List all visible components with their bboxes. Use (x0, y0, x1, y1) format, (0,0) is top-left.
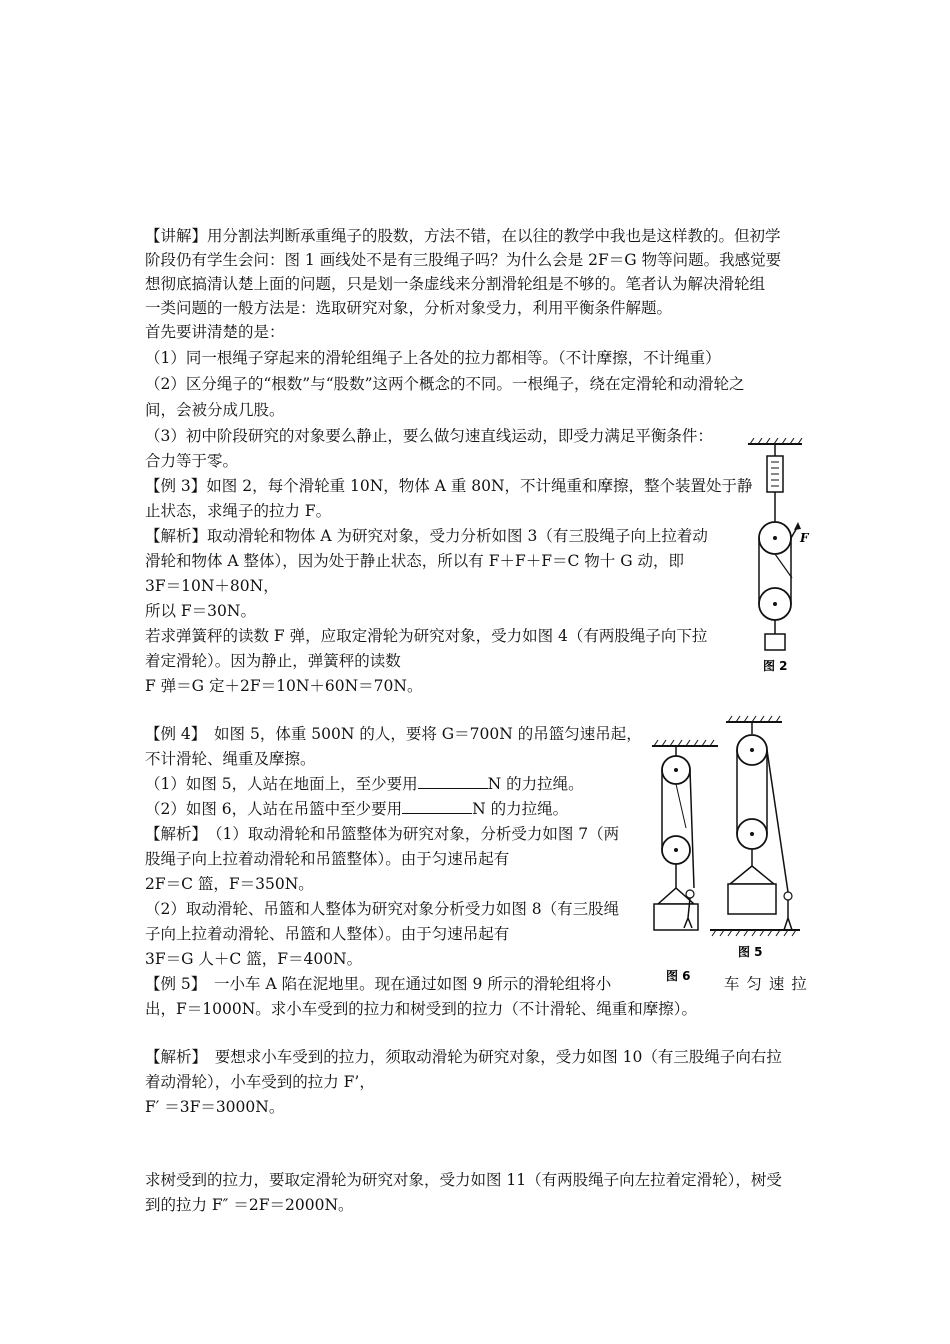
paragraph-line: 【例 3】如图 2，每个滑轮重 10N，物体 A 重 80N，不计绳重和摩擦，整个装置处于静 (145, 477, 753, 495)
paragraph-line: 子向上拉着动滑轮、吊篮和人整体）。由于匀速吊起有 (145, 925, 510, 943)
paragraph-line: 合力等于零。 (145, 452, 239, 470)
paragraph-line: 着定滑轮）。因为静止，弹簧秤的读数 (145, 652, 401, 670)
question-line-1 (145, 772, 584, 796)
paragraph-line: （2）取动滑轮、吊篮和人整体为研究对象分析受力如图 8（有三股绳 (145, 900, 620, 918)
figure-5 (708, 714, 802, 964)
paragraph-line: （2）区分绳子的“根数”与“股数”这两个概念的不同。一根绳子，绕在定滑轮和动滑轮之 (145, 375, 745, 393)
paragraph-line: 到的拉力 F″ ＝2F＝2000N。 (145, 1196, 354, 1214)
paragraph-line: 想彻底搞清认楚上面的问题，只是划一条虚线来分割滑轮组是不够的。笔者认为解决滑轮组 (145, 275, 766, 293)
paragraph-line: 【例 4】 如图 5，体重 500N 的人，要将 G＝700N 的吊篮匀速吊起， (145, 725, 642, 743)
paragraph-line: 【解析】 （1）取动滑轮和吊篮整体为研究对象，分析受力如图 7（两 (145, 825, 620, 843)
object-a (765, 634, 785, 650)
paragraph-line: 【例 5】 一小车 A 陷在泥地里。现在通过如图 9 所示的滑轮组将小 (145, 975, 612, 993)
figure-5-drawing (708, 714, 802, 964)
question-line-2 (145, 797, 568, 821)
paragraph-line: 不计滑轮、绳重及摩擦。 (145, 750, 316, 768)
paragraph-line: 3F＝10N＋80N， (145, 577, 279, 595)
answer-blank (418, 774, 488, 789)
paragraph-line: 滑轮和物体 A 整体），因为处于静止状态，所以有 F＋F＋F＝C 物十 G 动，即 (145, 552, 685, 570)
figure-caption: 图 2 (763, 659, 788, 673)
paragraph-line: （1）同一根绳子穿起来的滑轮组绳子上各处的拉力都相等。（不计摩擦，不计绳重） (145, 349, 721, 367)
paragraph-line: F 弹＝G 定＋2F＝10N＋60N＝70N。 (145, 677, 423, 695)
paragraph-line: 出，F＝1000N。求小车受到的拉力和树受到的拉力（不计滑轮、绳重和摩擦）。 (145, 1000, 698, 1018)
paragraph-line: 着动滑轮），小车受到的拉力 F’， (145, 1073, 375, 1091)
paragraph-line: 间，会被分成几股。 (145, 401, 285, 419)
rope (690, 770, 694, 888)
paragraph-line: 若求弹簧秤的读数 F 弹，应取定滑轮为研究对象，受力如图 4（有两股绳子向下拉 (145, 627, 708, 645)
paragraph-line: 一类问题的一般方法是：选取研究对象，分析对象受力，利用平衡条件解题。 (145, 299, 673, 317)
paragraph-line: 【解析】取动滑轮和物体 A 为研究对象，受力分析如图 3（有三股绳子向上拉着动 (145, 527, 708, 545)
paragraph-line: 车 匀 速 拉 (724, 975, 808, 993)
paragraph-line: 【讲解】用分割法判断承重绳子的股数，方法不错，在以往的教学中我也是这样教的。但初学 (145, 227, 781, 245)
basket (728, 884, 776, 914)
paragraph-line: 止状态，求绳子的拉力 F。 (145, 502, 332, 520)
paragraph-line: 求树受到的拉力，要取定滑轮为研究对象，受力如图 11（有两股绳子向左拉着定滑轮），树受 (145, 1171, 782, 1189)
force-label: F (800, 531, 809, 545)
paragraph-line: 3F＝G 人＋C 篮，F＝400N。 (145, 950, 363, 968)
person (784, 892, 792, 900)
paragraph-line: 【解析】 要想求小车受到的拉力，须取动滑轮为研究对象，受力如图 10（有三股绳子向右拉 (145, 1048, 782, 1066)
question-text: N 的力拉绳。 (487, 775, 584, 793)
figure-2-drawing (740, 438, 810, 678)
question-text: N 的力拉绳。 (472, 800, 569, 818)
force-arrow (794, 522, 801, 530)
paragraph-line: 2F＝C 篮，F＝350N。 (145, 875, 314, 893)
paragraph-line: F′ ＝3F＝3000N。 (145, 1098, 285, 1116)
paragraph-line: （3）初中阶段研究的对象要么静止，要么做匀速直线运动，即受力满足平衡条件： (145, 427, 713, 445)
figure-2 (740, 438, 810, 678)
paragraph-line: 首先要讲清楚的是： (145, 323, 285, 341)
question-text: （2）如图 6，人站在吊篮中至少要用 (145, 800, 403, 818)
person (686, 890, 694, 898)
paragraph-line: 阶段仍有学生会问：图 1 画线处不是有三股绳子吗？为什么会是 2F＝G 物等问题。我感觉要 (145, 251, 782, 269)
rope (767, 750, 788, 892)
paragraph-line: 所以 F＝30N。 (145, 602, 256, 620)
question-text: （1）如图 5，人站在地面上，至少要用 (145, 775, 418, 793)
answer-blank (402, 799, 472, 814)
paragraph-line: 股绳子向上拉着动滑轮和吊篮整体）。由于匀速吊起有 (145, 850, 510, 868)
figure-caption: 图 6 (666, 969, 691, 983)
figure-caption: 图 5 (738, 945, 763, 959)
